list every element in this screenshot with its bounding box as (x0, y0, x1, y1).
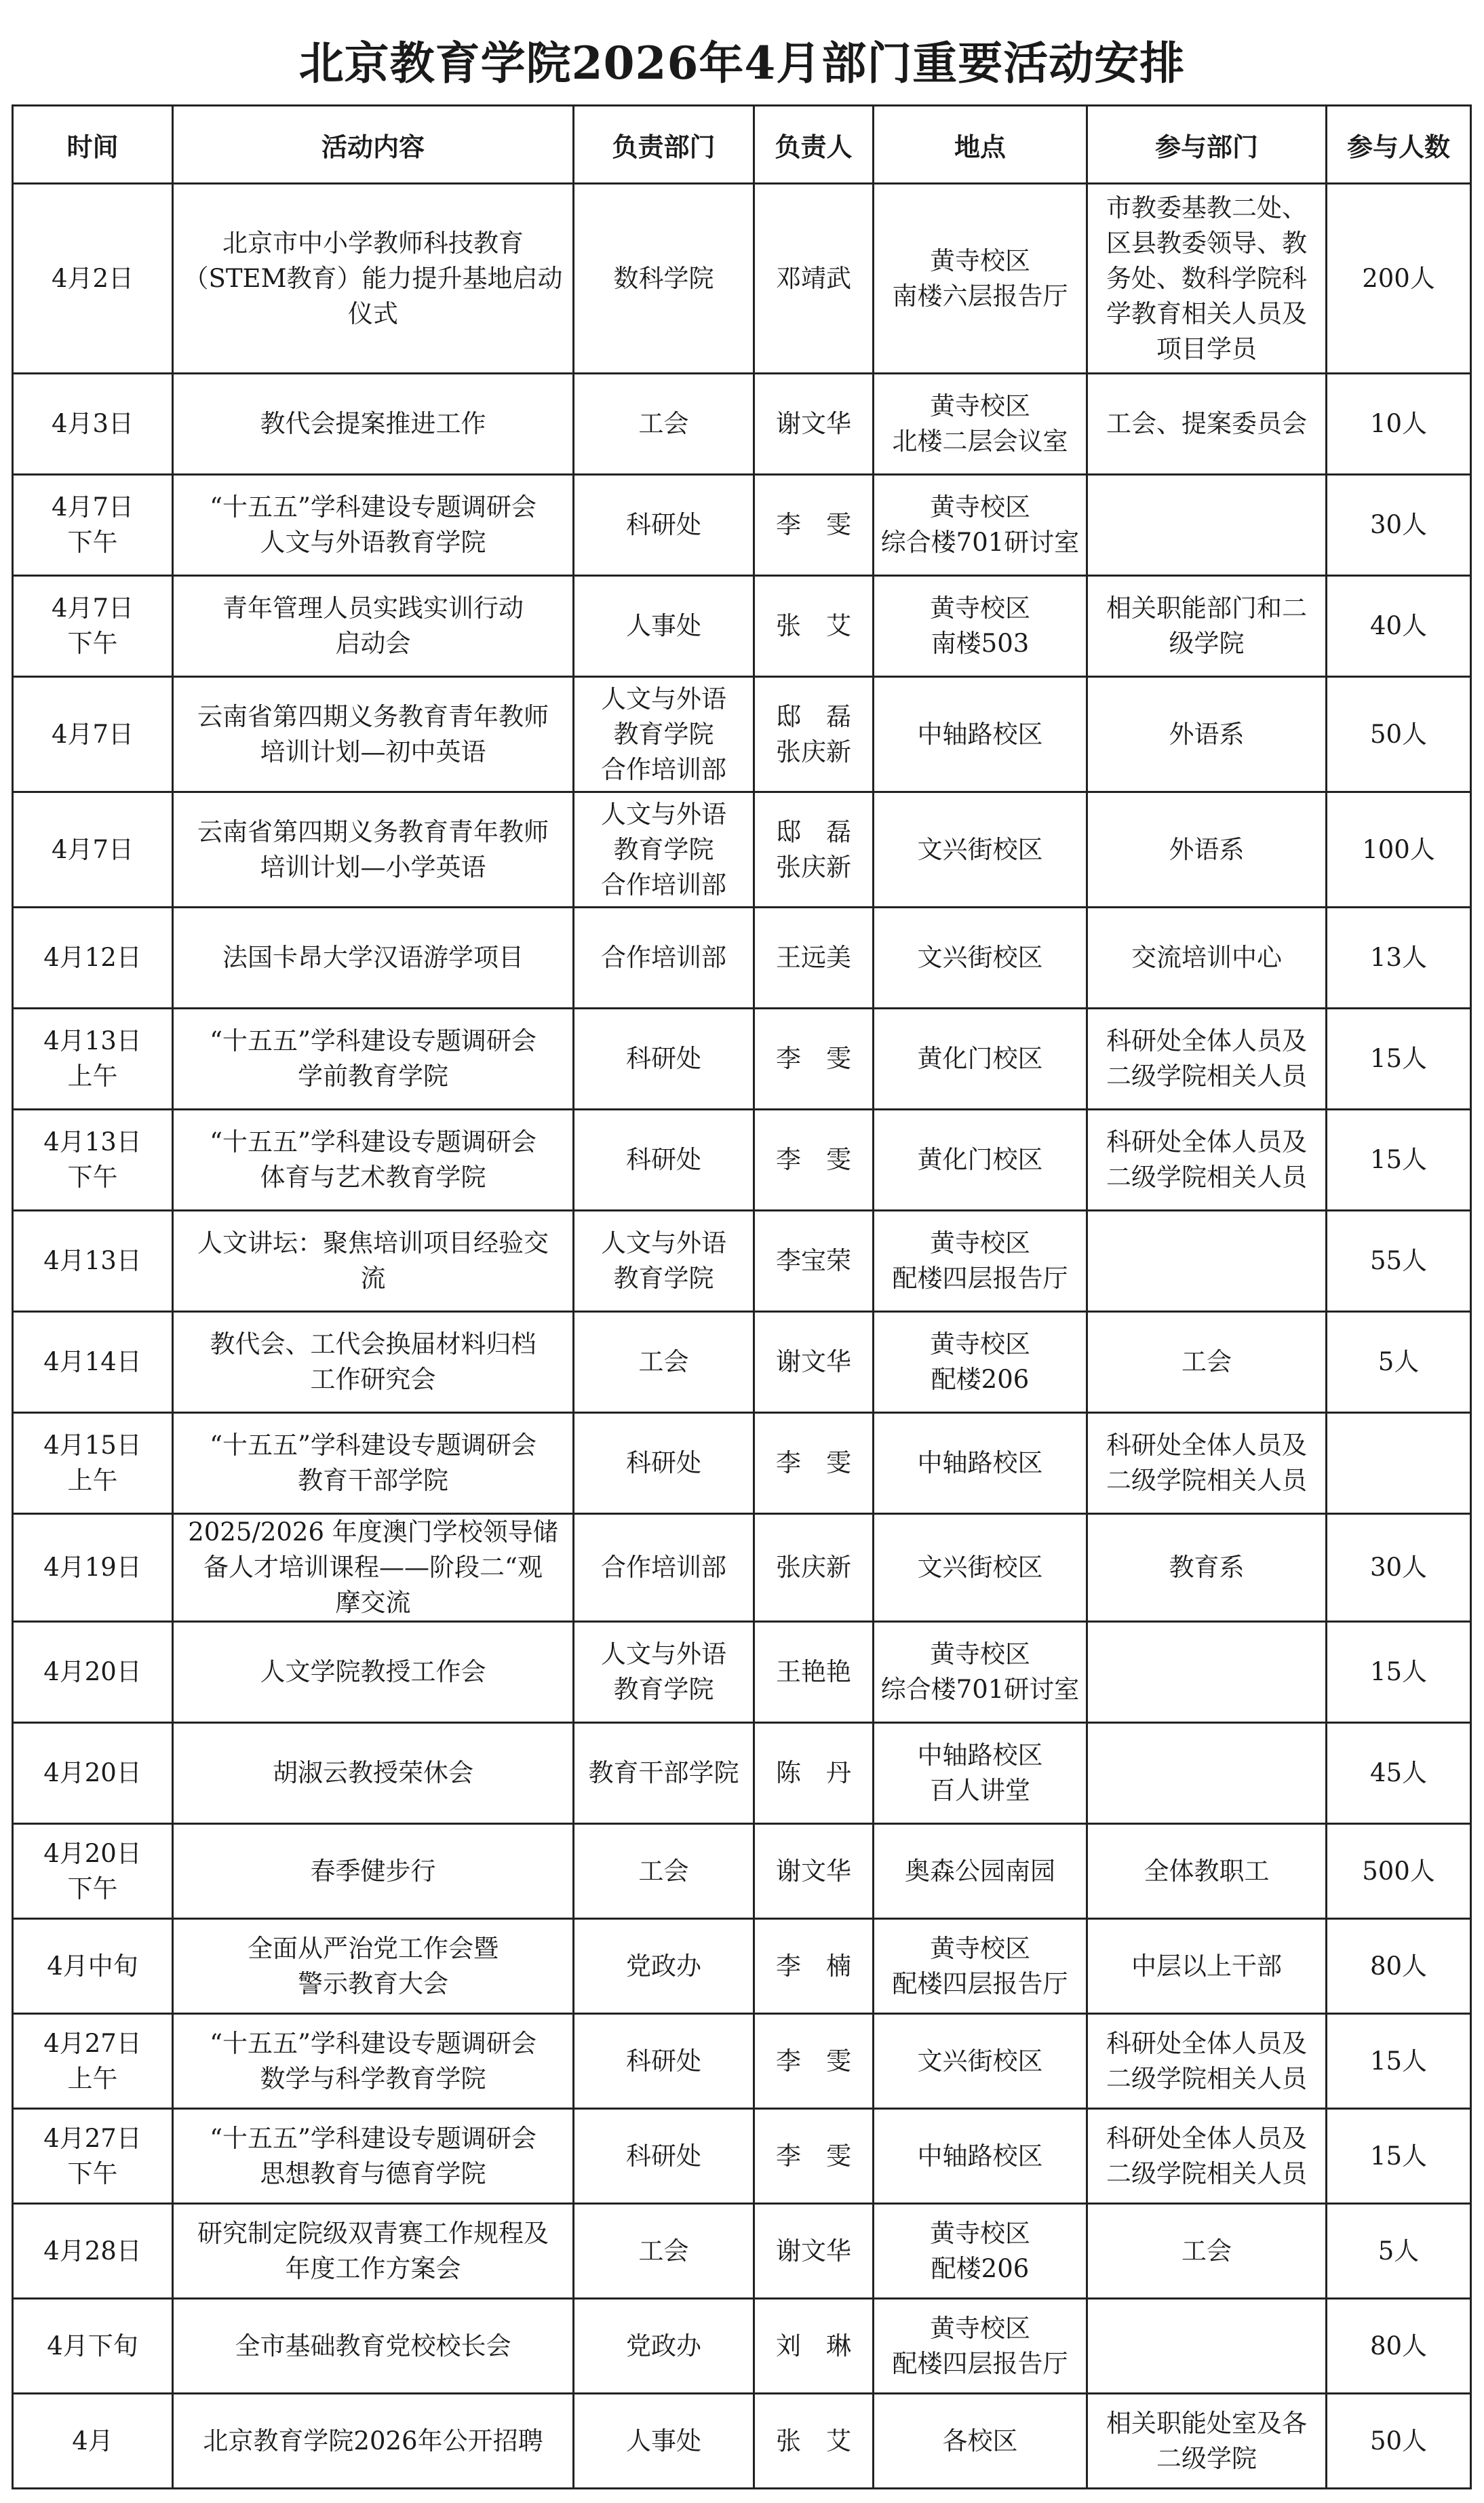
cell-person: 张 艾 (754, 576, 874, 677)
cell-count: 15人 (1327, 2014, 1471, 2109)
cell-content: “十五五”学科建设专题调研会 学前教育学院 (173, 1009, 574, 1110)
cell-person: 邓靖武 (754, 184, 874, 374)
cell-location: 文兴街校区 (874, 2014, 1087, 2109)
cell-location: 黄化门校区 (874, 1009, 1087, 1110)
cell-participants: 教育系 (1087, 1514, 1327, 1622)
cell-location: 黄寺校区 综合楼701研讨室 (874, 475, 1087, 576)
cell-time: 4月27日 下午 (13, 2109, 173, 2204)
cell-dept: 工会 (574, 1824, 754, 1919)
table-row (13, 1919, 1471, 2014)
cell-content: 人文讲坛：聚焦培训项目经验交 流 (173, 1211, 574, 1312)
cell-dept: 科研处 (574, 1009, 754, 1110)
cell-time: 4月下旬 (13, 2299, 173, 2394)
cell-participants: 工会 (1087, 2204, 1327, 2299)
cell-time: 4月2日 (13, 184, 173, 374)
cell-location: 黄寺校区 配楼四层报告厅 (874, 2299, 1087, 2394)
schedule-table (12, 104, 1472, 2489)
header-participants: 参与部门 (1087, 106, 1327, 184)
cell-location: 黄寺校区 配楼四层报告厅 (874, 1919, 1087, 2014)
cell-count: 15人 (1327, 1110, 1471, 1211)
cell-content: 全面从严治党工作会暨 警示教育大会 (173, 1919, 574, 2014)
cell-time: 4月13日 (13, 1211, 173, 1312)
cell-location: 文兴街校区 (874, 908, 1087, 1009)
cell-dept: 工会 (574, 374, 754, 475)
cell-person: 李 雯 (754, 475, 874, 576)
cell-content: “十五五”学科建设专题调研会 教育干部学院 (173, 1413, 574, 1514)
cell-content: “十五五”学科建设专题调研会 数学与科学教育学院 (173, 2014, 574, 2109)
table-row (13, 792, 1471, 908)
cell-content: 北京教育学院2026年公开招聘 (173, 2394, 574, 2489)
cell-time: 4月19日 (13, 1514, 173, 1622)
cell-content: 胡淑云教授荣休会 (173, 1723, 574, 1824)
cell-person: 谢文华 (754, 374, 874, 475)
cell-participants: 交流培训中心 (1087, 908, 1327, 1009)
cell-time: 4月20日 (13, 1723, 173, 1824)
cell-time: 4月7日 (13, 792, 173, 908)
table-row (13, 1110, 1471, 1211)
header-dept: 负责部门 (574, 106, 754, 184)
cell-time: 4月27日 上午 (13, 2014, 173, 2109)
cell-person: 李 雯 (754, 2014, 874, 2109)
cell-count: 5人 (1327, 1312, 1471, 1413)
cell-time: 4月13日 下午 (13, 1110, 173, 1211)
cell-count: 13人 (1327, 908, 1471, 1009)
cell-location: 奥森公园南园 (874, 1824, 1087, 1919)
cell-participants (1087, 1211, 1327, 1312)
cell-time: 4月中旬 (13, 1919, 173, 2014)
cell-person: 李 雯 (754, 2109, 874, 2204)
cell-location: 黄寺校区 南楼六层报告厅 (874, 184, 1087, 374)
cell-location: 各校区 (874, 2394, 1087, 2489)
cell-person: 李 雯 (754, 1413, 874, 1514)
cell-dept: 科研处 (574, 2014, 754, 2109)
cell-participants: 相关职能部门和二 级学院 (1087, 576, 1327, 677)
cell-content: 研究制定院级双青赛工作规程及 年度工作方案会 (173, 2204, 574, 2299)
cell-time: 4月7日 (13, 677, 173, 792)
table-row (13, 374, 1471, 475)
cell-count: 50人 (1327, 677, 1471, 792)
table-row (13, 1723, 1471, 1824)
cell-count: 40人 (1327, 576, 1471, 677)
cell-person: 李 雯 (754, 1009, 874, 1110)
cell-dept: 教育干部学院 (574, 1723, 754, 1824)
cell-time: 4月3日 (13, 374, 173, 475)
cell-participants: 中层以上干部 (1087, 1919, 1327, 2014)
cell-time: 4月20日 下午 (13, 1824, 173, 1919)
cell-dept: 人文与外语 教育学院 合作培训部 (574, 792, 754, 908)
cell-count: 15人 (1327, 2109, 1471, 2204)
cell-person: 张庆新 (754, 1514, 874, 1622)
cell-participants (1087, 1723, 1327, 1824)
cell-person: 王远美 (754, 908, 874, 1009)
cell-dept: 合作培训部 (574, 908, 754, 1009)
cell-dept: 人文与外语 教育学院 (574, 1622, 754, 1723)
table-row (13, 184, 1471, 374)
cell-participants: 工会、提案委员会 (1087, 374, 1327, 475)
table-row (13, 2299, 1471, 2394)
cell-person: 谢文华 (754, 1824, 874, 1919)
cell-person: 谢文华 (754, 2204, 874, 2299)
cell-count: 30人 (1327, 475, 1471, 576)
cell-dept: 工会 (574, 2204, 754, 2299)
cell-location: 中轴路校区 百人讲堂 (874, 1723, 1087, 1824)
cell-dept: 工会 (574, 1312, 754, 1413)
header-location: 地点 (874, 106, 1087, 184)
cell-participants: 科研处全体人员及 二级学院相关人员 (1087, 1110, 1327, 1211)
cell-time: 4月7日 下午 (13, 576, 173, 677)
cell-location: 黄寺校区 配楼206 (874, 2204, 1087, 2299)
cell-participants: 科研处全体人员及 二级学院相关人员 (1087, 1413, 1327, 1514)
cell-content: 青年管理人员实践实训行动 启动会 (173, 576, 574, 677)
table-row (13, 908, 1471, 1009)
table-row (13, 1514, 1471, 1622)
cell-location: 黄化门校区 (874, 1110, 1087, 1211)
cell-dept: 科研处 (574, 475, 754, 576)
cell-dept: 科研处 (574, 1110, 754, 1211)
cell-location: 黄寺校区 配楼206 (874, 1312, 1087, 1413)
cell-dept: 数科学院 (574, 184, 754, 374)
cell-location: 文兴街校区 (874, 792, 1087, 908)
cell-location: 黄寺校区 南楼503 (874, 576, 1087, 677)
cell-content: 北京市中小学教师科技教育 （STEM教育）能力提升基地启动 仪式 (173, 184, 574, 374)
cell-content: “十五五”学科建设专题调研会 人文与外语教育学院 (173, 475, 574, 576)
cell-count: 15人 (1327, 1622, 1471, 1723)
cell-time: 4月 (13, 2394, 173, 2489)
cell-content: “十五五”学科建设专题调研会 思想教育与德育学院 (173, 2109, 574, 2204)
cell-dept: 合作培训部 (574, 1514, 754, 1622)
cell-time: 4月28日 (13, 2204, 173, 2299)
cell-count: 30人 (1327, 1514, 1471, 1622)
cell-location: 黄寺校区 北楼二层会议室 (874, 374, 1087, 475)
cell-person: 陈 丹 (754, 1723, 874, 1824)
cell-count: 10人 (1327, 374, 1471, 475)
header-count: 参与人数 (1327, 106, 1471, 184)
cell-participants: 科研处全体人员及 二级学院相关人员 (1087, 1009, 1327, 1110)
table-row (13, 1009, 1471, 1110)
cell-person: 邸 磊 张庆新 (754, 677, 874, 792)
cell-participants: 科研处全体人员及 二级学院相关人员 (1087, 2014, 1327, 2109)
cell-person: 李 楠 (754, 1919, 874, 2014)
cell-person: 邸 磊 张庆新 (754, 792, 874, 908)
cell-dept: 人事处 (574, 576, 754, 677)
table-row (13, 576, 1471, 677)
cell-location: 中轴路校区 (874, 2109, 1087, 2204)
cell-person: 刘 琳 (754, 2299, 874, 2394)
cell-location: 文兴街校区 (874, 1514, 1087, 1622)
header-person: 负责人 (754, 106, 874, 184)
table-row (13, 2394, 1471, 2489)
cell-participants (1087, 475, 1327, 576)
cell-participants (1087, 1622, 1327, 1723)
table-row (13, 677, 1471, 792)
cell-content: 人文学院教授工作会 (173, 1622, 574, 1723)
cell-count: 500人 (1327, 1824, 1471, 1919)
page-title: 北京教育学院2026年4月部门重要活动安排 (298, 37, 1186, 90)
cell-time: 4月14日 (13, 1312, 173, 1413)
table-row (13, 1622, 1471, 1723)
cell-content: 云南省第四期义务教育青年教师 培训计划—初中英语 (173, 677, 574, 792)
cell-count: 50人 (1327, 2394, 1471, 2489)
cell-count: 200人 (1327, 184, 1471, 374)
cell-participants: 市教委基教二处、 区县教委领导、教 务处、数科学院科 学教育相关人员及 项目学员 (1087, 184, 1327, 374)
cell-dept: 人文与外语 教育学院 合作培训部 (574, 677, 754, 792)
cell-content: 云南省第四期义务教育青年教师 培训计划—小学英语 (173, 792, 574, 908)
table-row (13, 2204, 1471, 2299)
cell-participants: 外语系 (1087, 792, 1327, 908)
cell-dept: 人事处 (574, 2394, 754, 2489)
cell-content: 全市基础教育党校校长会 (173, 2299, 574, 2394)
cell-dept: 人文与外语 教育学院 (574, 1211, 754, 1312)
table-row (13, 2014, 1471, 2109)
cell-content: 教代会提案推进工作 (173, 374, 574, 475)
cell-participants: 外语系 (1087, 677, 1327, 792)
table-body (13, 184, 1471, 2489)
cell-time: 4月20日 (13, 1622, 173, 1723)
cell-location: 中轴路校区 (874, 1413, 1087, 1514)
cell-content: 春季健步行 (173, 1824, 574, 1919)
cell-count: 100人 (1327, 792, 1471, 908)
cell-location: 中轴路校区 (874, 677, 1087, 792)
header-time: 时间 (13, 106, 173, 184)
header-content: 活动内容 (173, 106, 574, 184)
cell-content: “十五五”学科建设专题调研会 体育与艺术教育学院 (173, 1110, 574, 1211)
cell-dept: 党政办 (574, 1919, 754, 2014)
cell-time: 4月7日 下午 (13, 475, 173, 576)
cell-content: 法国卡昂大学汉语游学项目 (173, 908, 574, 1009)
table-row (13, 475, 1471, 576)
table-row (13, 1824, 1471, 1919)
cell-content: 教代会、工代会换届材料归档 工作研究会 (173, 1312, 574, 1413)
cell-participants: 工会 (1087, 1312, 1327, 1413)
cell-count: 15人 (1327, 1009, 1471, 1110)
table-header-row (13, 106, 1471, 184)
cell-person: 王艳艳 (754, 1622, 874, 1723)
cell-dept: 科研处 (574, 1413, 754, 1514)
cell-count: 5人 (1327, 2204, 1471, 2299)
cell-participants: 全体教职工 (1087, 1824, 1327, 1919)
cell-person: 李宝荣 (754, 1211, 874, 1312)
cell-time: 4月13日 上午 (13, 1009, 173, 1110)
cell-dept: 党政办 (574, 2299, 754, 2394)
cell-count: 45人 (1327, 1723, 1471, 1824)
cell-location: 黄寺校区 综合楼701研讨室 (874, 1622, 1087, 1723)
cell-person: 李 雯 (754, 1110, 874, 1211)
cell-count: 55人 (1327, 1211, 1471, 1312)
cell-time: 4月12日 (13, 908, 173, 1009)
cell-person: 张 艾 (754, 2394, 874, 2489)
cell-dept: 科研处 (574, 2109, 754, 2204)
cell-count: 80人 (1327, 1919, 1471, 2014)
cell-location: 黄寺校区 配楼四层报告厅 (874, 1211, 1087, 1312)
cell-participants: 相关职能处室及各 二级学院 (1087, 2394, 1327, 2489)
cell-participants: 科研处全体人员及 二级学院相关人员 (1087, 2109, 1327, 2204)
cell-time: 4月15日 上午 (13, 1413, 173, 1514)
table-row (13, 1413, 1471, 1514)
cell-person: 谢文华 (754, 1312, 874, 1413)
table-row (13, 1211, 1471, 1312)
table-row (13, 1312, 1471, 1413)
cell-count (1327, 1413, 1471, 1514)
cell-content: 2025/2026 年度澳门学校领导储 备人才培训课程——阶段二“观 摩交流 (173, 1514, 574, 1622)
table-row (13, 2109, 1471, 2204)
cell-count: 80人 (1327, 2299, 1471, 2394)
cell-participants (1087, 2299, 1327, 2394)
